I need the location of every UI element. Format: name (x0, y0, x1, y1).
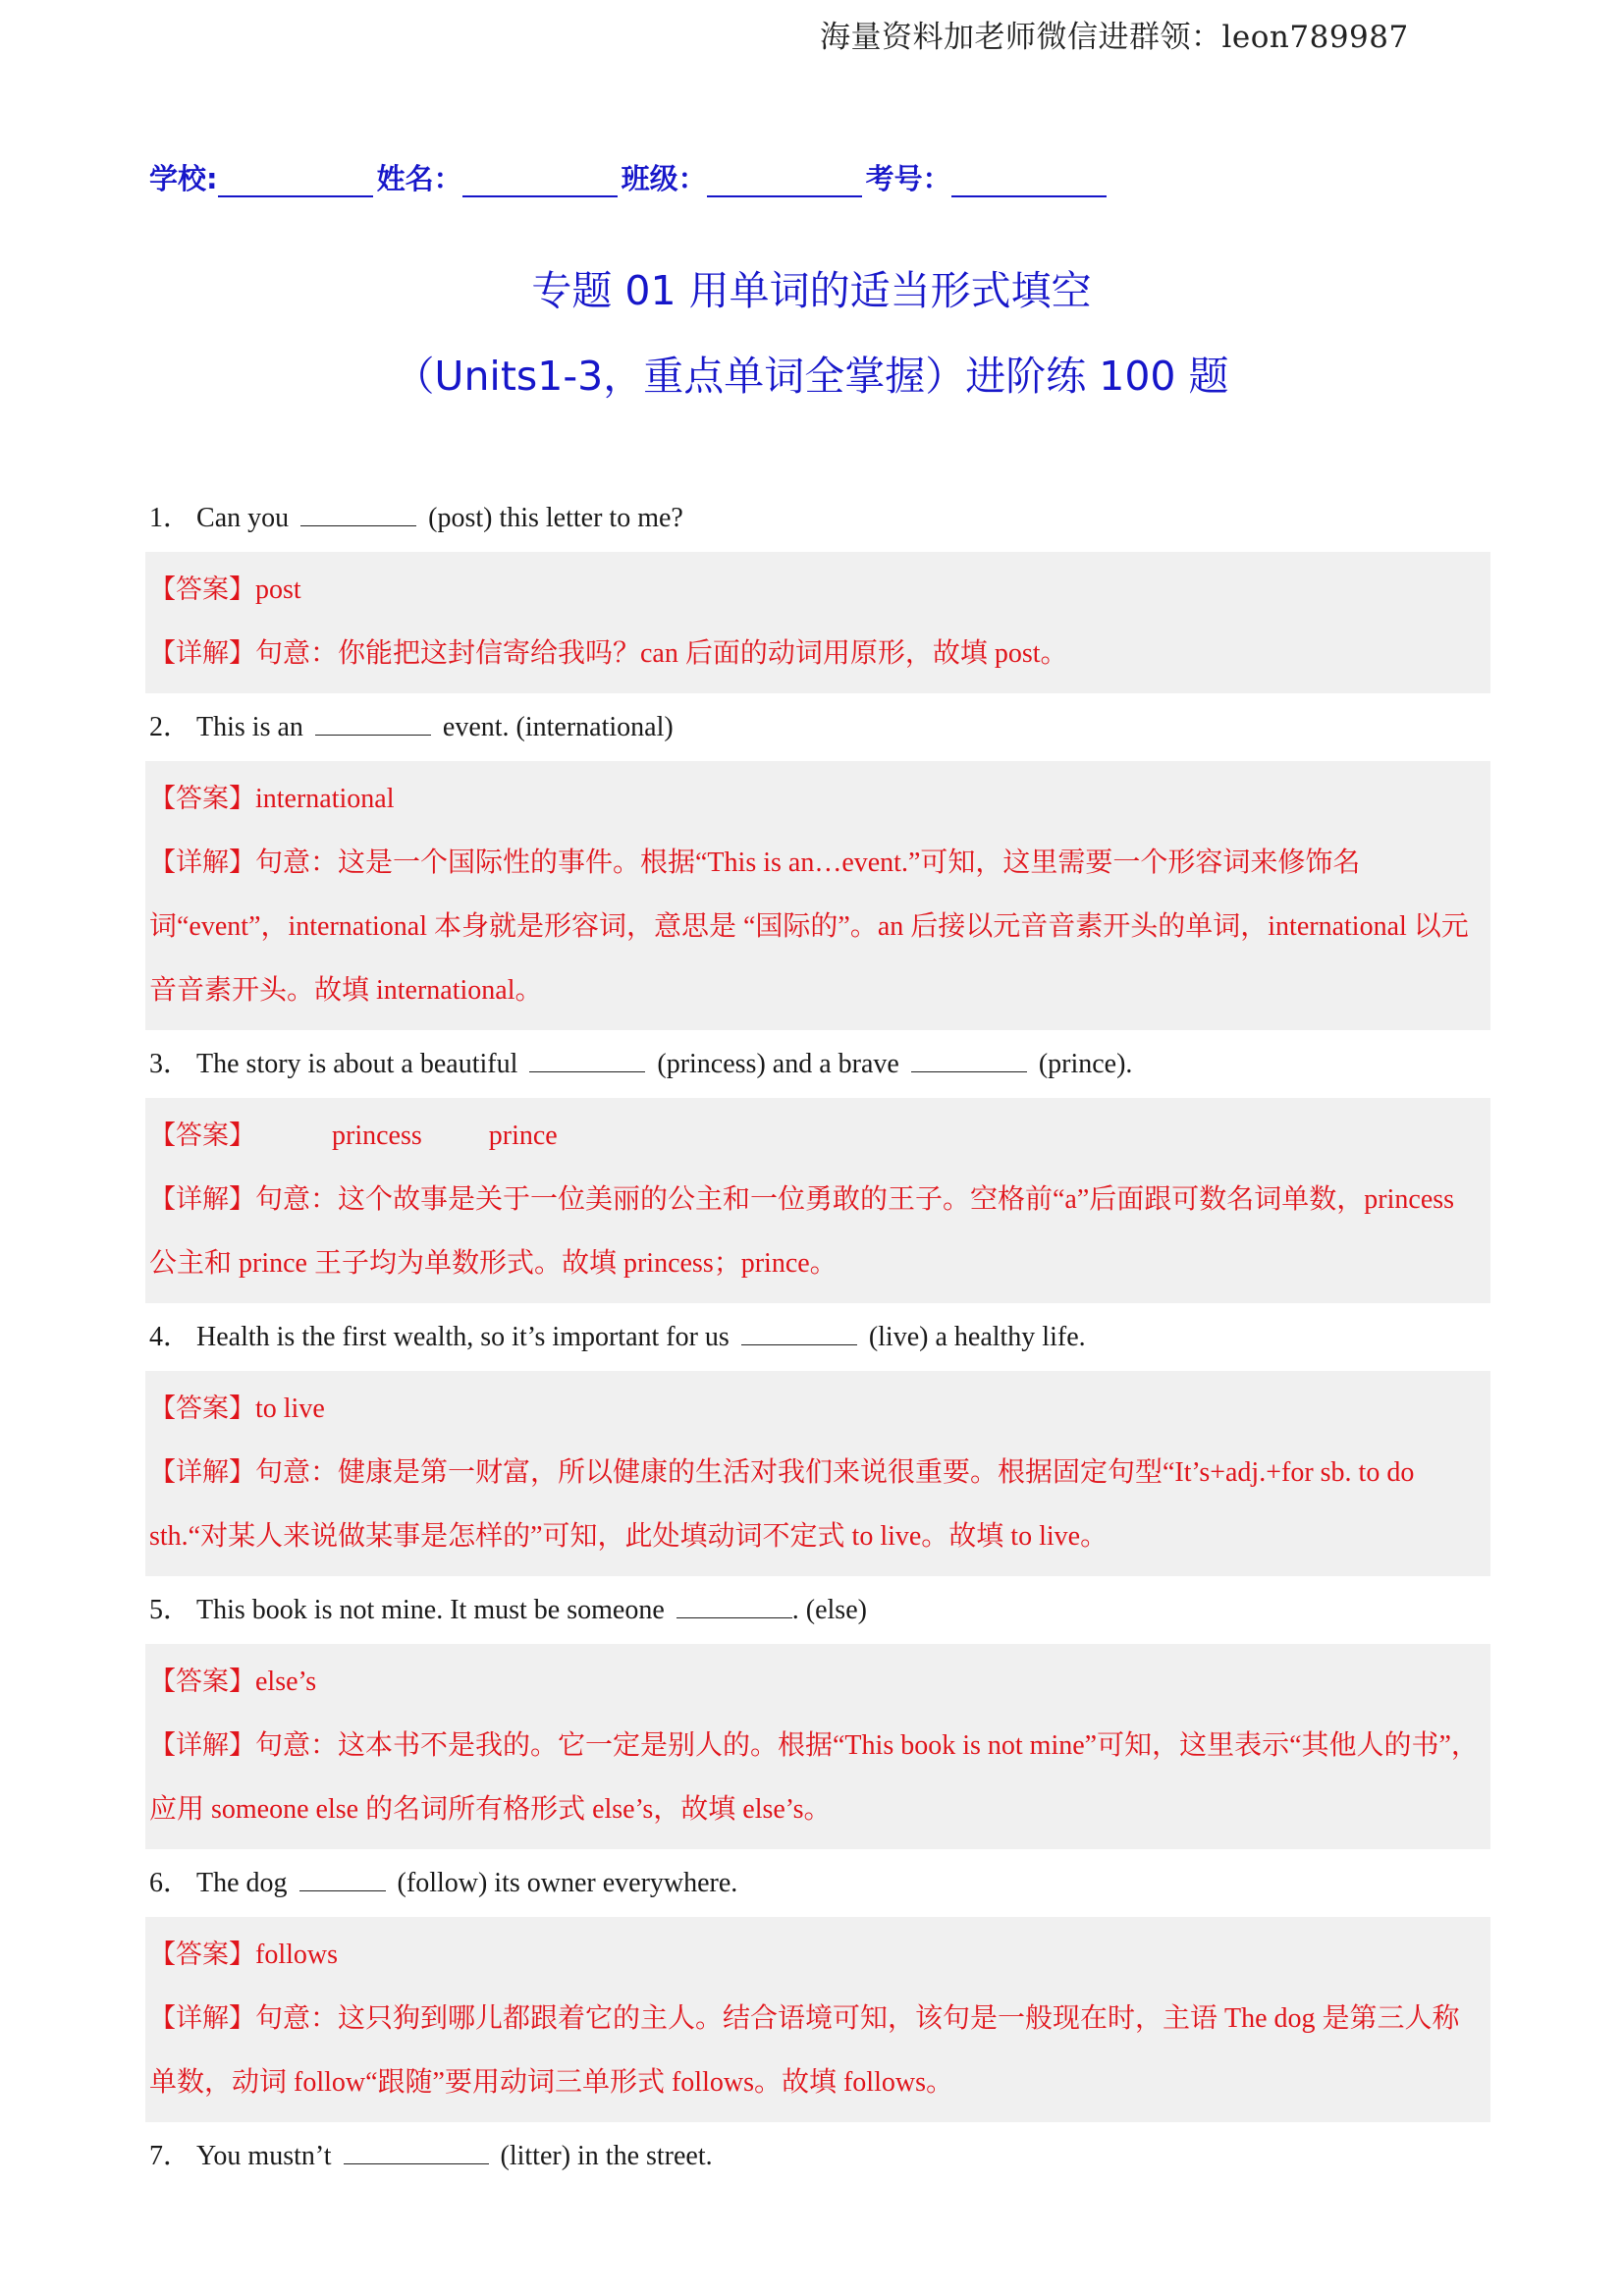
question-2 (145, 711, 1490, 743)
question-list (145, 502, 1490, 2190)
answer-box-4 (145, 1371, 1490, 1576)
question-3 (145, 1048, 1490, 1080)
student-info-line (149, 157, 1110, 197)
question-text: This book is not mine. It must be someone (196, 1595, 665, 1625)
question-text: event. (international) (442, 712, 674, 742)
answer-blank (315, 711, 431, 736)
question-text: (litter) in the street. (500, 2141, 713, 2171)
question-4 (145, 1321, 1490, 1353)
question-text: The dog (196, 1868, 288, 1898)
question-number: 6． (149, 1868, 191, 1898)
question-text: (princess) and a brave (657, 1049, 899, 1079)
explain-tag: 【详解】 (149, 2003, 255, 2034)
answer-value: prince (488, 1121, 558, 1151)
answer-blank (911, 1048, 1027, 1072)
page-subtitle: （Units1-3，重点单词全掌握）进阶练 100 题 (394, 353, 1229, 400)
question-text: . (else) (791, 1595, 867, 1625)
answer-value: to live (255, 1394, 325, 1424)
explain-tag: 【详解】 (149, 638, 255, 669)
question-number: 5． (149, 1595, 191, 1625)
answer-blank (344, 2140, 489, 2164)
question-number: 7． (149, 2141, 191, 2171)
explain-tag: 【详解】 (149, 1730, 255, 1761)
header-note: 海量资料加老师微信进群领：leon789987 (820, 20, 1409, 55)
answer-value: princess (332, 1121, 422, 1151)
question-text: (post) this letter to me? (428, 503, 683, 533)
question-text: Can you (196, 503, 290, 533)
explanation-text: 句意：你能把这封信寄给我吗？can 后面的动词用原形，故填 post。 (255, 638, 1068, 669)
question-text: (live) a healthy life. (868, 1322, 1086, 1352)
question-text: You mustn’t (196, 2141, 332, 2171)
school-label: 学校: (149, 162, 218, 195)
question-5 (145, 1594, 1490, 1626)
explanation-text: 句意：这个故事是关于一位美丽的公主和一位勇敢的王子。空格前“a”后面跟可数名词单数，princess 公主和 prince 王子均为单数形式。故填 princess；prince。 (149, 1184, 1455, 1279)
answer-value: international (255, 784, 395, 814)
question-7 (145, 2140, 1490, 2172)
exam-number-label: 考号： (865, 162, 951, 195)
answer-tag: 【答案】 (149, 574, 255, 605)
answer-tag: 【答案】 (149, 1121, 255, 1151)
explain-tag: 【详解】 (149, 1184, 255, 1215)
answer-tag: 【答案】 (149, 1940, 255, 1970)
school-blank (218, 166, 373, 197)
question-text: The story is about a beautiful (196, 1049, 518, 1079)
answer-box-6 (145, 1917, 1490, 2122)
question-text: (follow) its owner everywhere. (397, 1868, 738, 1898)
answer-box-3 (145, 1098, 1490, 1303)
explanation-text: 句意：健康是第一财富，所以健康的生活对我们来说很重要。根据固定句型“It’s+adj.+for sb. to do sth.“对某人来说做某事是怎样的”可知，此处填动词不定式 to live。故填 to live。 (149, 1457, 1415, 1552)
answer-blank (299, 1867, 386, 1891)
answer-tag: 【答案】 (149, 1394, 255, 1424)
explanation-text: 句意：这本书不是我的。它一定是别人的。根据“This book is not mine”可知，这里表示“其他人的书”，应用 someone else 的名词所有格形式 else’s，故填 else’s。 (149, 1730, 1479, 1825)
explain-tag: 【详解】 (149, 1457, 255, 1488)
name-label: 姓名： (376, 162, 462, 195)
question-text: Health is the first wealth, so it’s important for us (196, 1322, 730, 1352)
explain-tag: 【详解】 (149, 847, 255, 878)
answer-box-1 (145, 552, 1490, 693)
question-number: 1． (149, 503, 191, 533)
answer-value: else’s (255, 1667, 317, 1697)
answer-box-2 (145, 761, 1490, 1030)
question-text: This is an (196, 712, 303, 742)
class-label: 班级： (621, 162, 707, 195)
question-text: (prince). (1038, 1049, 1133, 1079)
question-number: 4． (149, 1322, 191, 1352)
name-blank (462, 166, 618, 197)
explanation-text: 句意：这是一个国际性的事件。根据“This is an…event.”可知，这里需要一个形容词来修饰名词“event”，international 本身就是形容词，意思是 “国际的”。an 后接以元音音素开头的单词，international 以元音音素开头。故填 international。 (149, 847, 1469, 1006)
class-blank (707, 166, 862, 197)
answer-blank (741, 1321, 857, 1345)
answer-tag: 【答案】 (149, 1667, 255, 1697)
explanation-text: 句意：这只狗到哪儿都跟着它的主人。结合语境可知，该句是一般现在时，主语 The dog 是第三人称单数，动词 follow“跟随”要用动词三单形式 follows。故填 follows。 (149, 2003, 1460, 2098)
question-number: 2． (149, 712, 191, 742)
answer-blank (300, 502, 416, 526)
answer-value: post (255, 574, 301, 605)
exam-number-blank (951, 166, 1107, 197)
answer-value: follows (255, 1940, 338, 1970)
answer-tag: 【答案】 (149, 784, 255, 814)
page-title: 专题 01 用单词的适当形式填空 (531, 267, 1092, 314)
question-1 (145, 502, 1490, 534)
answer-blank (529, 1048, 645, 1072)
answer-blank (676, 1594, 792, 1618)
answer-box-5 (145, 1644, 1490, 1849)
question-number: 3． (149, 1049, 191, 1079)
question-6 (145, 1867, 1490, 1899)
